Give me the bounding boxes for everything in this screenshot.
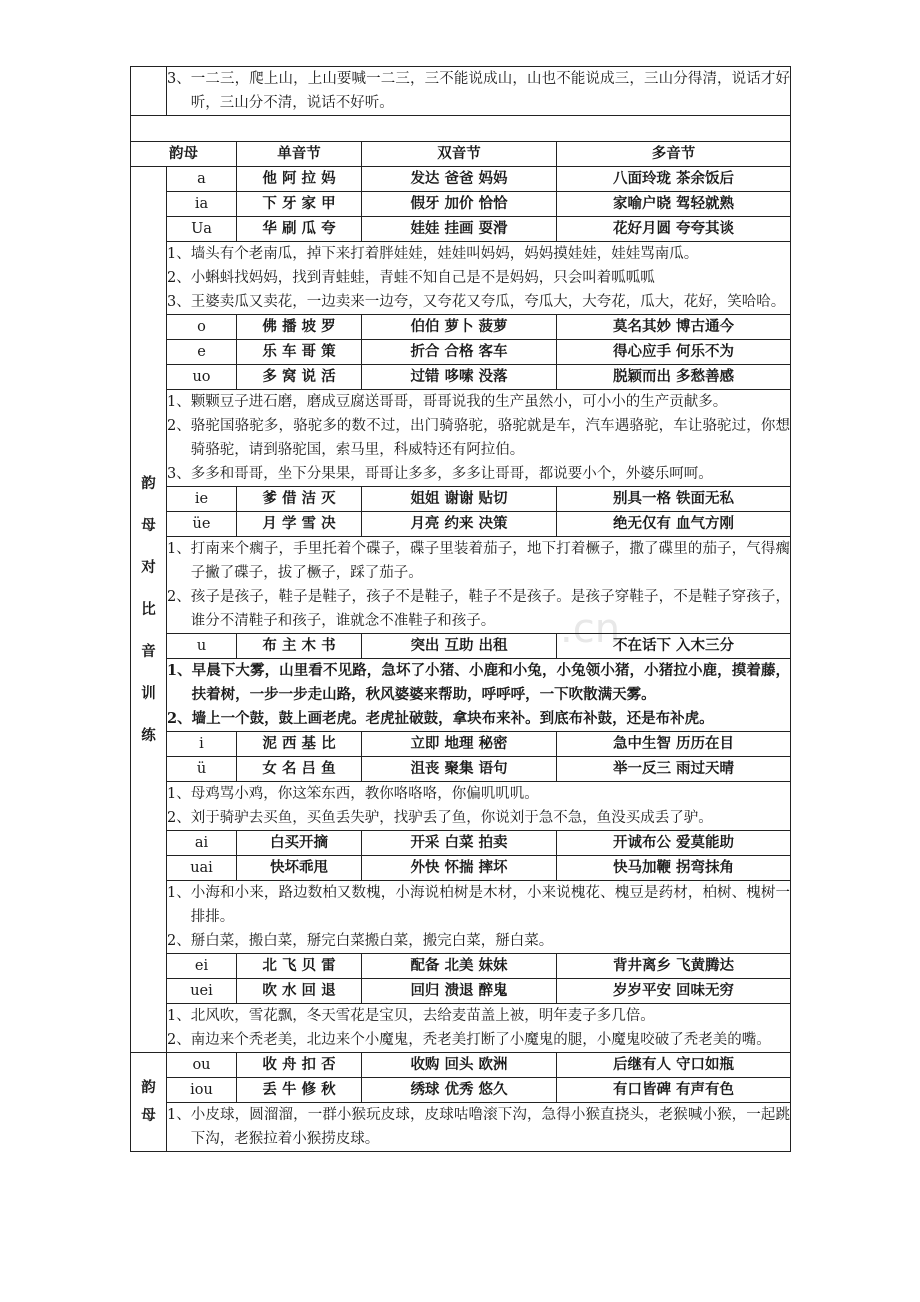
- header-single: 单音节: [237, 142, 362, 167]
- tongue-twister: 2、 掰白菜，搬白菜，掰完白菜搬白菜，搬完白菜，掰白菜。: [167, 933, 554, 949]
- double-syllable-cell: 回归 溃退 醉鬼: [362, 979, 557, 1004]
- multi-syllable-cell: 岁岁平安 回味无穷: [557, 979, 791, 1004]
- tongue-twister: 1、 小海和小来，路边数柏又数槐，小海说柏树是木材，小来说槐花、槐豆是药材，柏树、槐树一排排。: [167, 885, 791, 925]
- multi-syllable-cell: 莫名其妙 博古通今: [557, 315, 791, 340]
- multi-syllable-cell: 不在话下 入木三分: [557, 634, 791, 659]
- word-row: [131, 315, 791, 340]
- tongue-twister: 3、 王婆卖瓜又卖花，一边卖来一边夸，又夸花又夸瓜，夸瓜大，大夸花，瓜大，花好，笑哈哈。: [167, 294, 786, 310]
- double-syllable-cell: 外快 怀揣 摔坏: [362, 856, 557, 881]
- double-syllable-cell: 沮丧 聚集 语句: [362, 757, 557, 782]
- word-row: [131, 340, 791, 365]
- double-syllable-cell: 开采 白菜 拍卖: [362, 831, 557, 856]
- double-syllable-cell: 月亮 约来 决策: [362, 512, 557, 537]
- tongue-twister: 1、 打南来个瘸子，手里托着个碟子，碟子里装着茄子，地下打着橛子，撒了碟里的茄子，气得瘸子撇了碟子，拔了橛子，踩了茄子。: [167, 541, 791, 581]
- intro-row: [131, 67, 791, 116]
- final-cell: ia: [167, 192, 237, 217]
- final-cell: o: [167, 315, 237, 340]
- double-syllable-cell: 收购 回头 欧洲: [362, 1053, 557, 1078]
- header-row: [131, 142, 791, 167]
- tongue-twister: 2、 骆驼国骆驼多，骆驼多的数不过，出门骑骆驼，骆驼就是车，汽车遇骆驼，车让骆驼过，你想骑骆驼，请到骆驼国，索马里，科威特还有阿拉伯。: [167, 418, 791, 458]
- final-cell: ei: [167, 954, 237, 979]
- word-row: [131, 732, 791, 757]
- tongue-twister-row: [131, 782, 791, 831]
- multi-syllable-cell: 急中生智 历历在目: [557, 732, 791, 757]
- word-row: [131, 1078, 791, 1103]
- tongue-twister-row: [131, 242, 791, 315]
- final-cell: ou: [167, 1053, 237, 1078]
- multi-syllable-cell: 脱颖而出 多愁善感: [557, 365, 791, 390]
- final-cell: uai: [167, 856, 237, 881]
- word-row: [131, 487, 791, 512]
- multi-syllable-cell: 有口皆碑 有声有色: [557, 1078, 791, 1103]
- final-cell: ie: [167, 487, 237, 512]
- final-cell: a: [167, 167, 237, 192]
- watermark: .cn: [560, 606, 621, 652]
- tongue-twister: 1、 颗颗豆子进石磨，磨成豆腐送哥哥，哥哥说我的生产虽然小，可小小的生产贡献多。: [167, 394, 728, 410]
- single-syllable-cell: 泥 西 基 比: [237, 732, 362, 757]
- final-cell: ü: [167, 757, 237, 782]
- double-syllable-cell: 突出 互助 出租: [362, 634, 557, 659]
- single-syllable-cell: 佛 播 坡 罗: [237, 315, 362, 340]
- single-syllable-cell: 月 学 雪 决: [237, 512, 362, 537]
- single-syllable-cell: 白买开摘: [237, 831, 362, 856]
- final-cell: üe: [167, 512, 237, 537]
- word-row: [131, 217, 791, 242]
- word-row: [131, 167, 791, 192]
- tongue-twister: 1、 早晨下大雾，山里看不见路，急坏了小猪、小鹿和小兔，小兔领小猪，小猪拉小鹿，摸着藤，扶着树，一步一步走山路，秋风婆婆来帮助，呼呼呼，一下吹散满天雾。: [167, 662, 791, 703]
- word-row: [131, 634, 791, 659]
- final-cell: u: [167, 634, 237, 659]
- final-cell: i: [167, 732, 237, 757]
- blank-row: [131, 116, 791, 142]
- tongue-twister-row: [131, 881, 791, 954]
- single-syllable-cell: 吹 水 回 退: [237, 979, 362, 1004]
- multi-syllable-cell: 绝无仅有 血气方刚: [557, 512, 791, 537]
- tongue-twister-row: [131, 1004, 791, 1053]
- final-cell: uo: [167, 365, 237, 390]
- tongue-twister: 2、 小蝌蚪找妈妈，找到青蛙蛙，青蛙不知自己是不是妈妈，只会叫着呱呱呱: [167, 270, 655, 286]
- word-row: [131, 365, 791, 390]
- single-syllable-cell: 布 主 木 书: [237, 634, 362, 659]
- tongue-twister: 2、 南边来个秃老美，北边来个小魔鬼，秃老美打断了小魔鬼的腿，小魔鬼咬破了秃老美的嘴。: [167, 1032, 771, 1048]
- tongue-twister: 1、 母鸡骂小鸡，你这笨东西，教你咯咯咯，你偏叽叽叽。: [167, 786, 539, 802]
- word-row: [131, 757, 791, 782]
- word-row: [131, 954, 791, 979]
- single-syllable-cell: 爹 借 洁 灭: [237, 487, 362, 512]
- single-syllable-cell: 乐 车 哥 策: [237, 340, 362, 365]
- single-syllable-cell: 快坏乖甩: [237, 856, 362, 881]
- double-syllable-cell: 立即 地理 秘密: [362, 732, 557, 757]
- header-multi: 多音节: [557, 142, 791, 167]
- finals-training-table: [130, 66, 791, 1152]
- multi-syllable-cell: 后继有人 守口如瓶: [557, 1053, 791, 1078]
- multi-syllable-cell: 八面玲珑 茶余饭后: [557, 167, 791, 192]
- single-syllable-cell: 丢 牛 修 秋: [237, 1078, 362, 1103]
- tongue-twister-row: [131, 537, 791, 634]
- word-row: [131, 512, 791, 537]
- section-label: 韵 母 对 比 音 训 练: [131, 167, 167, 1053]
- double-syllable-cell: 姐姐 谢谢 贴切: [362, 487, 557, 512]
- tongue-twister: 2、 孩子是孩子，鞋子是鞋子，孩子不是鞋子，鞋子不是孩子。是孩子穿鞋子，不是鞋子穿孩子，谁分不清鞋子和孩子，谁就念不准鞋子和孩子。: [167, 589, 791, 629]
- tongue-twister: 1、 小皮球，圆溜溜，一群小猴玩皮球，皮球咕噜滚下沟，急得小猴直挠头，老猴喊小猴，一起跳下沟，老猴拉着小猴捞皮球。: [167, 1107, 791, 1147]
- double-syllable-cell: 过错 哆嗦 没落: [362, 365, 557, 390]
- tongue-twister-row: [131, 390, 791, 487]
- single-syllable-cell: 下 牙 家 甲: [237, 192, 362, 217]
- double-syllable-cell: 伯伯 萝卜 菠萝: [362, 315, 557, 340]
- single-syllable-cell: 女 名 吕 鱼: [237, 757, 362, 782]
- single-syllable-cell: 华 刷 瓜 夸: [237, 217, 362, 242]
- final-cell: Ua: [167, 217, 237, 242]
- single-syllable-cell: 多 窝 说 活: [237, 365, 362, 390]
- header-final: 韵母: [131, 142, 237, 167]
- multi-syllable-cell: 背井离乡 飞黄腾达: [557, 954, 791, 979]
- tongue-twister: 1、 墙头有个老南瓜，掉下来打着胖娃娃，娃娃叫妈妈，妈妈摸娃娃，娃娃骂南瓜。: [167, 246, 699, 262]
- word-row: [131, 1053, 791, 1078]
- word-row: [131, 856, 791, 881]
- multi-syllable-cell: 花好月圆 夸夸其谈: [557, 217, 791, 242]
- tongue-twister: 1、 北风吹，雪花飘，冬天雪花是宝贝，去给麦苗盖上被，明年麦子多几倍。: [167, 1008, 655, 1024]
- double-syllable-cell: 绣球 优秀 悠久: [362, 1078, 557, 1103]
- multi-syllable-cell: 快马加鞭 拐弯抹角: [557, 856, 791, 881]
- single-syllable-cell: 他 阿 拉 妈: [237, 167, 362, 192]
- multi-syllable-cell: 家喻户晓 驾轻就熟: [557, 192, 791, 217]
- word-row: [131, 831, 791, 856]
- single-syllable-cell: 北 飞 贝 雷: [237, 954, 362, 979]
- header-double: 双音节: [362, 142, 557, 167]
- final-cell: uei: [167, 979, 237, 1004]
- tongue-twister-row: [131, 1103, 791, 1152]
- final-cell: ai: [167, 831, 237, 856]
- word-row: [131, 192, 791, 217]
- double-syllable-cell: 发达 爸爸 妈妈: [362, 167, 557, 192]
- word-row: [131, 979, 791, 1004]
- multi-syllable-cell: 举一反三 雨过天晴: [557, 757, 791, 782]
- double-syllable-cell: 假牙 加价 恰恰: [362, 192, 557, 217]
- single-syllable-cell: 收 舟 扣 否: [237, 1053, 362, 1078]
- section-label: 韵 母: [131, 1053, 167, 1152]
- tongue-twister: 3、 多多和哥哥，坐下分果果，哥哥让多多，多多让哥哥，都说要小个，外婆乐呵呵。: [167, 466, 713, 482]
- intro-paragraph: 3、 一二三，爬上山，上山要喊一二三，三不能说成山，山也不能说成三，三山分得清，说话才好听，三山分不清，说话不好听。: [167, 71, 791, 111]
- final-cell: iou: [167, 1078, 237, 1103]
- double-syllable-cell: 折合 合格 客车: [362, 340, 557, 365]
- tongue-twister: 2、 刘于骑驴去买鱼，买鱼丢失驴，找驴丢了鱼，你说刘于急不急，鱼没买成丢了驴。: [167, 810, 713, 826]
- tongue-twister-row: [131, 659, 791, 732]
- multi-syllable-cell: 开诚布公 爱莫能助: [557, 831, 791, 856]
- multi-syllable-cell: 得心应手 何乐不为: [557, 340, 791, 365]
- double-syllable-cell: 娃娃 挂画 耍滑: [362, 217, 557, 242]
- final-cell: e: [167, 340, 237, 365]
- multi-syllable-cell: 别具一格 铁面无私: [557, 487, 791, 512]
- double-syllable-cell: 配备 北美 妹妹: [362, 954, 557, 979]
- tongue-twister: 2、 墙上一个鼓，鼓上画老虎。老虎扯破鼓，拿块布来补。到底布补鼓，还是布补虎。: [167, 710, 714, 727]
